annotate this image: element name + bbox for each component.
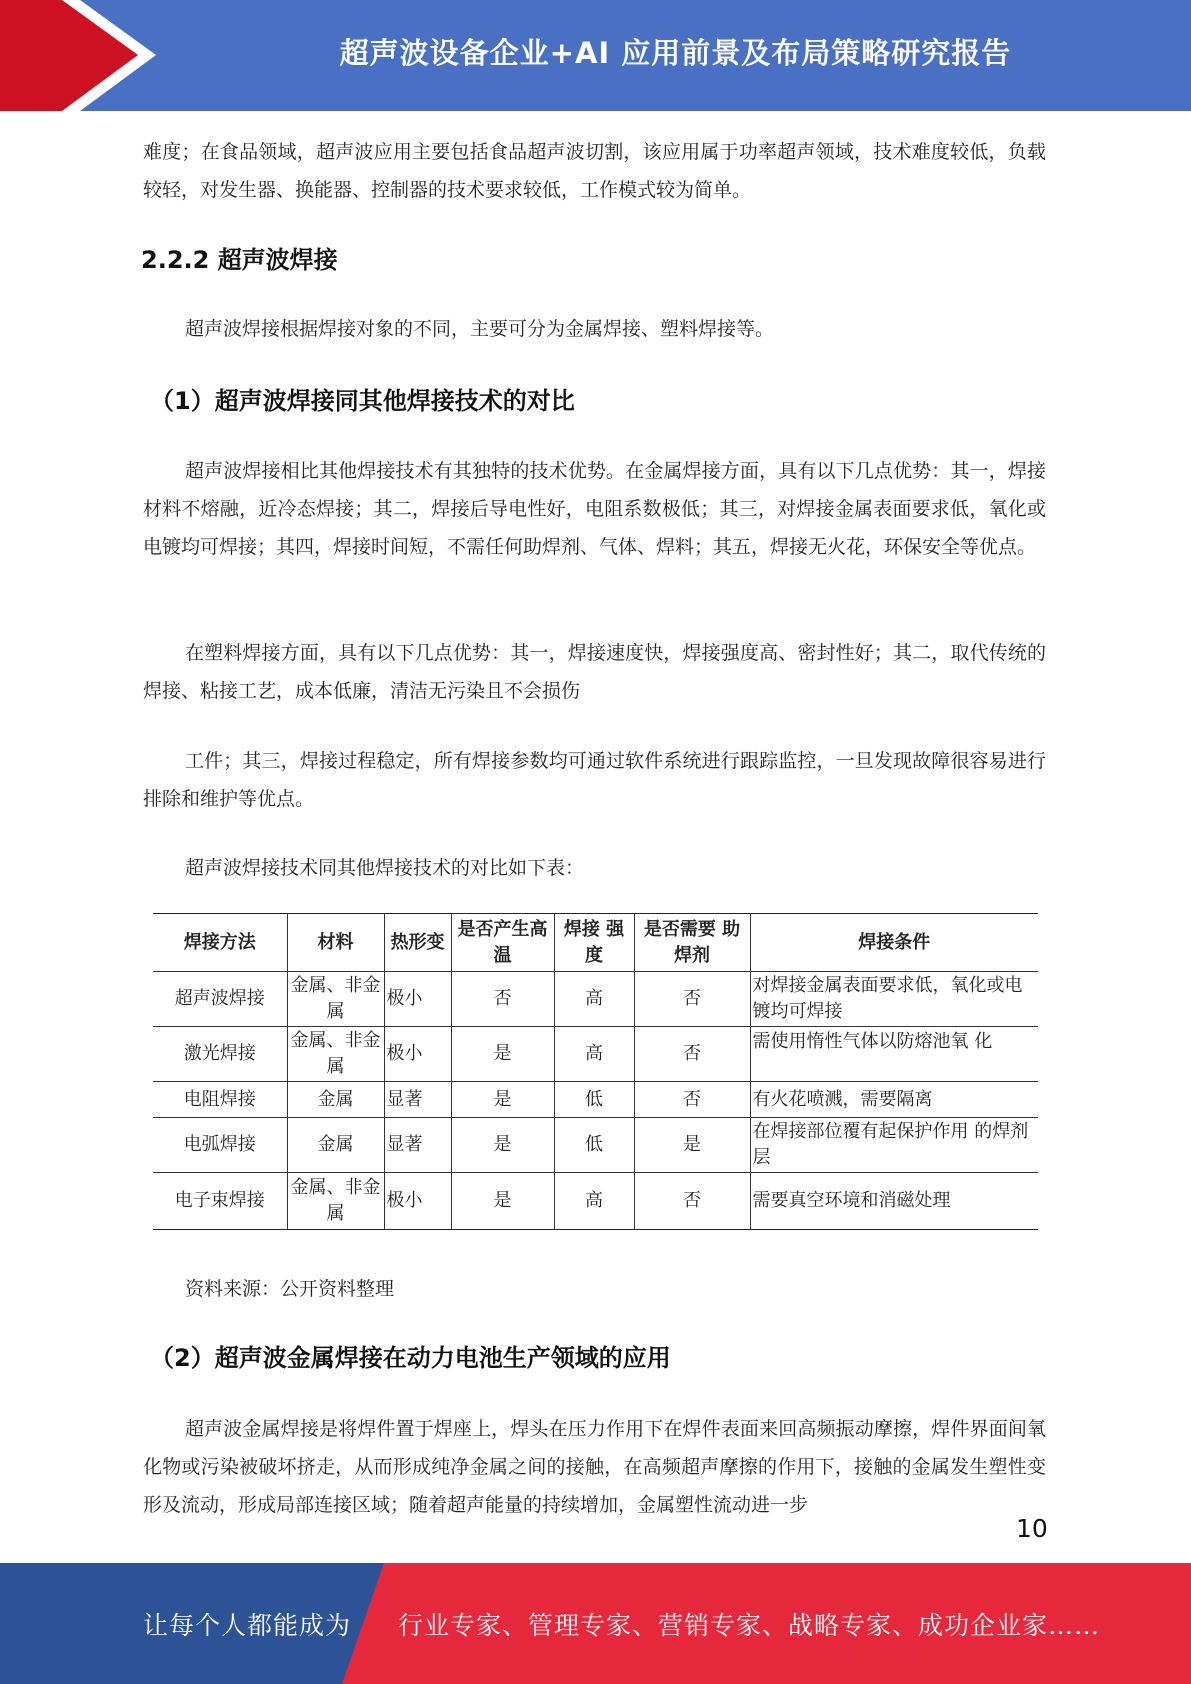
table-row bbox=[153, 1082, 1038, 1118]
table-row bbox=[153, 1027, 1038, 1082]
table-cell: 低 bbox=[554, 1118, 634, 1173]
table-cell: 极小 bbox=[384, 1173, 451, 1230]
table-header-cell: 是否产生高温 bbox=[451, 914, 554, 972]
table-cell: 低 bbox=[554, 1082, 634, 1118]
table-cell: 需使用惰性气体以防熔池氧 化 bbox=[750, 1027, 1038, 1082]
table-header-cell: 热形变 bbox=[384, 914, 451, 972]
table-cell: 是 bbox=[634, 1118, 750, 1173]
table-cell: 否 bbox=[451, 972, 554, 1027]
table-row bbox=[153, 1173, 1038, 1230]
table-cell: 电弧焊接 bbox=[153, 1118, 287, 1173]
section-heading: 2.2.2 超声波焊接 bbox=[141, 246, 338, 274]
table-cell: 电子束焊接 bbox=[153, 1173, 287, 1230]
table-cell: 激光焊接 bbox=[153, 1027, 287, 1082]
paragraph-table-intro: 超声波焊接技术同其他焊接技术的对比如下表： bbox=[185, 857, 585, 879]
table-cell: 否 bbox=[634, 1173, 750, 1230]
table-cell: 否 bbox=[634, 1027, 750, 1082]
paragraph-plastic-welding: 在塑料焊接方面，具有以下几点优势：其一，焊接速度快，焊接强度高、密封性好；其二，取代传统的焊接、粘接工艺，成本低廉，清洁无污染且不会损伤 bbox=[143, 642, 1046, 702]
page-footer bbox=[0, 1563, 1191, 1684]
table-header-row bbox=[153, 914, 1038, 972]
table-header-cell: 是否需要 助焊剂 bbox=[634, 914, 750, 972]
table-cell: 在焊接部位覆有起保护作用 的焊剂层 bbox=[750, 1118, 1038, 1173]
table-row bbox=[153, 1118, 1038, 1173]
table-header-cell: 材料 bbox=[287, 914, 384, 972]
footer-slogan-left: 让每个人都能成为 bbox=[143, 1610, 352, 1640]
table-cell: 对焊接金属表面要求低，氧化或电镀均可焊接 bbox=[752, 975, 1023, 1022]
report-title: 超声波设备企业+AI 应用前景及布局策略研究报告 bbox=[339, 35, 1012, 70]
table-cell: 需要真空环境和消磁处理 bbox=[750, 1173, 1038, 1230]
table-cell: 超声波焊接 bbox=[153, 972, 287, 1027]
table-cell: 金属、非金属 bbox=[290, 1030, 381, 1077]
table-header-cell: 焊接 强度 bbox=[554, 914, 634, 972]
footer-slogan-right: 行业专家、管理专家、营销专家、战略专家、成功企业家…… bbox=[398, 1610, 1101, 1640]
table-cell: 是 bbox=[451, 1173, 554, 1230]
table-cell: 高 bbox=[554, 1173, 634, 1230]
table-cell: 否 bbox=[634, 1082, 750, 1118]
table-cell: 高 bbox=[554, 1027, 634, 1082]
subsection-heading-2: （2）超声波金属焊接在动力电池生产领域的应用 bbox=[150, 1344, 671, 1372]
table-cell: 是 bbox=[451, 1082, 554, 1118]
subsection-heading-1: （1）超声波焊接同其他焊接技术的对比 bbox=[150, 387, 575, 415]
table-cell: 金属 bbox=[287, 1082, 384, 1118]
table-cell: 是 bbox=[451, 1027, 554, 1082]
table-cell: 极小 bbox=[384, 972, 451, 1027]
table-cell: 极小 bbox=[384, 1027, 451, 1082]
table-cell: 否 bbox=[634, 972, 750, 1027]
table-cell: 电阻焊接 bbox=[153, 1082, 287, 1118]
table-cell: 金属 bbox=[287, 1118, 384, 1173]
table-cell: 有火花喷溅，需要隔离 bbox=[750, 1082, 1038, 1118]
table-cell: 显著 bbox=[384, 1082, 451, 1118]
paragraph-metal-welding: 超声波焊接相比其他焊接技术有其独特的技术优势。在金属焊接方面，具有以下几点优势：其一，焊接材料不熔融，近冷态焊接；其二，焊接后导电性好，电阻系数极低；其三，对焊接金属表面要求低，氧化或电镀均可焊接；其四，焊接时间短，不需任何助焊剂、气体、焊料；其五，焊接无火花，环保安全等优点。 bbox=[143, 460, 1046, 558]
page-number: 10 bbox=[1016, 1514, 1048, 1543]
table-cell: 显著 bbox=[384, 1118, 451, 1173]
page-header bbox=[0, 0, 1191, 111]
table-cell: 是 bbox=[451, 1118, 554, 1173]
paragraph-intro: 难度；在食品领域，超声波应用主要包括食品超声波切割，该应用属于功率超声领域，技术难度较低，负载较轻，对发生器、换能器、控制器的技术要求较低，工作模式较为简单。 bbox=[143, 141, 1046, 201]
paragraph-battery-welding: 超声波金属焊接是将焊件置于焊座上，焊头在压力作用下在焊件表面来回高频振动摩擦，焊件界面间氧化物或污染被破坏挤走，从而形成纯净金属之间的接触，在高频超声摩擦的作用下，接触的金属发生塑性变形及流动，形成局部连接区域；随着超声能量的持续增加，金属塑性流动进一步 bbox=[143, 1418, 1046, 1516]
paragraph-plastic-welding-cont: 工件；其三，焊接过程稳定，所有焊接参数均可通过软件系统进行跟踪监控，一旦发现故障很容易进行排除和维护等优点。 bbox=[143, 750, 1046, 810]
table-header-cell: 焊接条件 bbox=[750, 914, 1038, 972]
table-header-cell: 焊接方法 bbox=[153, 914, 287, 972]
table-row bbox=[153, 972, 1038, 1027]
welding-comparison-table bbox=[153, 913, 1038, 1230]
table-cell: 金属、非金属 bbox=[290, 1177, 381, 1224]
table-cell: 金属、非金属 bbox=[290, 975, 381, 1022]
table-cell: 高 bbox=[554, 972, 634, 1027]
paragraph-overview: 超声波焊接根据焊接对象的不同，主要可分为金属焊接、塑料焊接等。 bbox=[185, 318, 775, 340]
table-source-note: 资料来源：公开资料整理 bbox=[185, 1278, 395, 1300]
